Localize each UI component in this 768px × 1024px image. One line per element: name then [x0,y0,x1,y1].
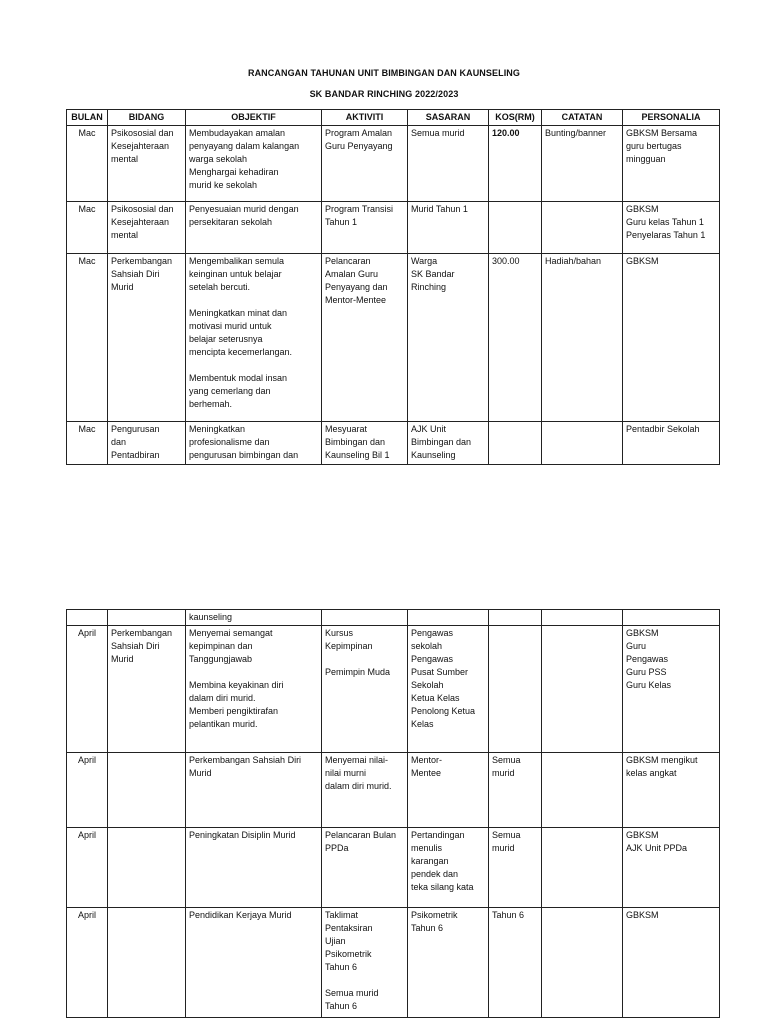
header-bidang: BIDANG [108,110,186,126]
table-row [67,422,720,465]
cell-bidang: Perkembangan Sahsiah Diri Murid [108,254,186,422]
table-row [67,753,720,828]
cell-catatan: Hadiah/bahan [542,254,623,422]
plan-table-part-1 [66,109,720,465]
cell-personalia: GBKSM Bersama guru bertugas mingguan [623,126,720,202]
cell-objektif: Perkembangan Sahsiah Diri Murid [186,753,322,828]
cell-bulan: Mac [67,126,108,202]
cell-kos: Semua murid [489,753,542,828]
cell-bidang [108,610,186,626]
table-row [67,202,720,254]
cell-aktiviti: Menyemai nilai- nilai murni dalam diri murid. [322,753,408,828]
cell-sasaran: Mentor- Mentee [408,753,489,828]
header-personalia: PERSONALIA [623,110,720,126]
cell-bulan: April [67,828,108,908]
table-row [67,254,720,422]
cell-objektif: Pendidikan Kerjaya Murid [186,908,322,1018]
cell-personalia [623,610,720,626]
table-row [67,126,720,202]
header-sasaran: SASARAN [408,110,489,126]
cell-personalia: GBKSM [623,908,720,1018]
cell-sasaran: Semua murid [408,126,489,202]
cell-kos: Tahun 6 [489,908,542,1018]
header-aktiviti: AKTIVITI [322,110,408,126]
cell-objektif: Membudayakan amalan penyayang dalam kalangan warga sekolah Menghargai kehadiran murid ke sekolah [186,126,322,202]
cell-aktiviti: Program Transisi Tahun 1 [322,202,408,254]
cell-bulan: April [67,753,108,828]
cell-bidang [108,753,186,828]
cell-kos: 300.00 [489,254,542,422]
cell-sasaran: Pertandingan menulis karangan pendek dan teka silang kata [408,828,489,908]
cell-aktiviti: Pelancaran Bulan PPDa [322,828,408,908]
cell-catatan [542,828,623,908]
header-kos: KOS(RM) [489,110,542,126]
cell-bidang: Perkembangan Sahsiah Diri Murid [108,626,186,753]
cell-personalia: GBKSM AJK Unit PPDa [623,828,720,908]
cell-bidang: Psikososial dan Kesejahteraan mental [108,126,186,202]
cell-aktiviti [322,610,408,626]
document-subtitle: SK BANDAR RINCHING 2022/2023 [309,89,459,99]
cell-objektif: Penyesuaian murid dengan persekitaran sekolah [186,202,322,254]
cell-kos [489,626,542,753]
cell-aktiviti: Mesyuarat Bimbingan dan Kaunseling Bil 1 [322,422,408,465]
cell-bulan: April [67,626,108,753]
cell-catatan [542,202,623,254]
cell-objektif: Peningkatan Disiplin Murid [186,828,322,908]
cell-personalia: GBKSM Guru kelas Tahun 1 Penyelaras Tahun 1 [623,202,720,254]
table-row [67,828,720,908]
cell-catatan: Bunting/banner [542,126,623,202]
header-bulan: BULAN [67,110,108,126]
cell-catatan [542,422,623,465]
table-row [67,908,720,1018]
cell-aktiviti: Program Amalan Guru Penyayang [322,126,408,202]
cell-bidang [108,908,186,1018]
cell-sasaran: Warga SK Bandar Rinching [408,254,489,422]
cell-sasaran: Murid Tahun 1 [408,202,489,254]
cell-objektif: Meningkatkan profesionalisme dan pengurusan bimbingan dan [186,422,322,465]
cell-bulan: Mac [67,202,108,254]
cell-personalia: GBKSM Guru Pengawas Guru PSS Guru Kelas [623,626,720,753]
cell-aktiviti: Kursus Kepimpinan Pemimpin Muda [322,626,408,753]
cell-sasaran: Psikometrik Tahun 6 [408,908,489,1018]
cell-sasaran [408,610,489,626]
cell-kos: Semua murid [489,828,542,908]
plan-table-part-2 [66,609,720,1018]
cell-personalia: Pentadbir Sekolah [623,422,720,465]
cell-kos [489,202,542,254]
cell-aktiviti: Taklimat Pentaksiran Ujian Psikometrik Tahun 6 Semua murid Tahun 6 [322,908,408,1018]
cell-bulan: April [67,908,108,1018]
cell-sasaran: Pengawas sekolah Pengawas Pusat Sumber Sekolah Ketua Kelas Penolong Ketua Kelas [408,626,489,753]
cell-catatan [542,610,623,626]
cell-catatan [542,753,623,828]
cell-kos: 120.00 [489,126,542,202]
cell-aktiviti: Pelancaran Amalan Guru Penyayang dan Mentor-Mentee [322,254,408,422]
cell-bulan: Mac [67,254,108,422]
cell-kos [489,422,542,465]
cell-objektif: Mengembalikan semula keinginan untuk belajar setelah bercuti. Meningkatkan minat dan motivasi murid untuk belajar seterusnya mencipta kecemerlangan. Membentuk modal insan yang cemerlang dan berhemah. [186,254,322,422]
document-title: RANCANGAN TAHUNAN UNIT BIMBINGAN DAN KAUNSELING [247,68,521,78]
table-row [67,610,720,626]
cell-catatan [542,908,623,1018]
header-objektif: OBJEKTIF [186,110,322,126]
cell-bidang: Psikososial dan Kesejahteraan mental [108,202,186,254]
cell-bidang [108,828,186,908]
cell-bulan [67,610,108,626]
cell-kos [489,610,542,626]
cell-personalia: GBKSM mengikut kelas angkat [623,753,720,828]
cell-personalia: GBKSM [623,254,720,422]
cell-objektif: kaunseling [186,610,322,626]
cell-bulan: Mac [67,422,108,465]
cell-objektif: Menyemai semangat kepimpinan dan Tanggungjawab Membina keyakinan diri dalam diri murid. Memberi pengiktirafan pelantikan murid. [186,626,322,753]
header-catatan: CATATAN [542,110,623,126]
cell-catatan [542,626,623,753]
cell-sasaran: AJK Unit Bimbingan dan Kaunseling [408,422,489,465]
table-row [67,626,720,753]
cell-bidang: Pengurusan dan Pentadbiran [108,422,186,465]
